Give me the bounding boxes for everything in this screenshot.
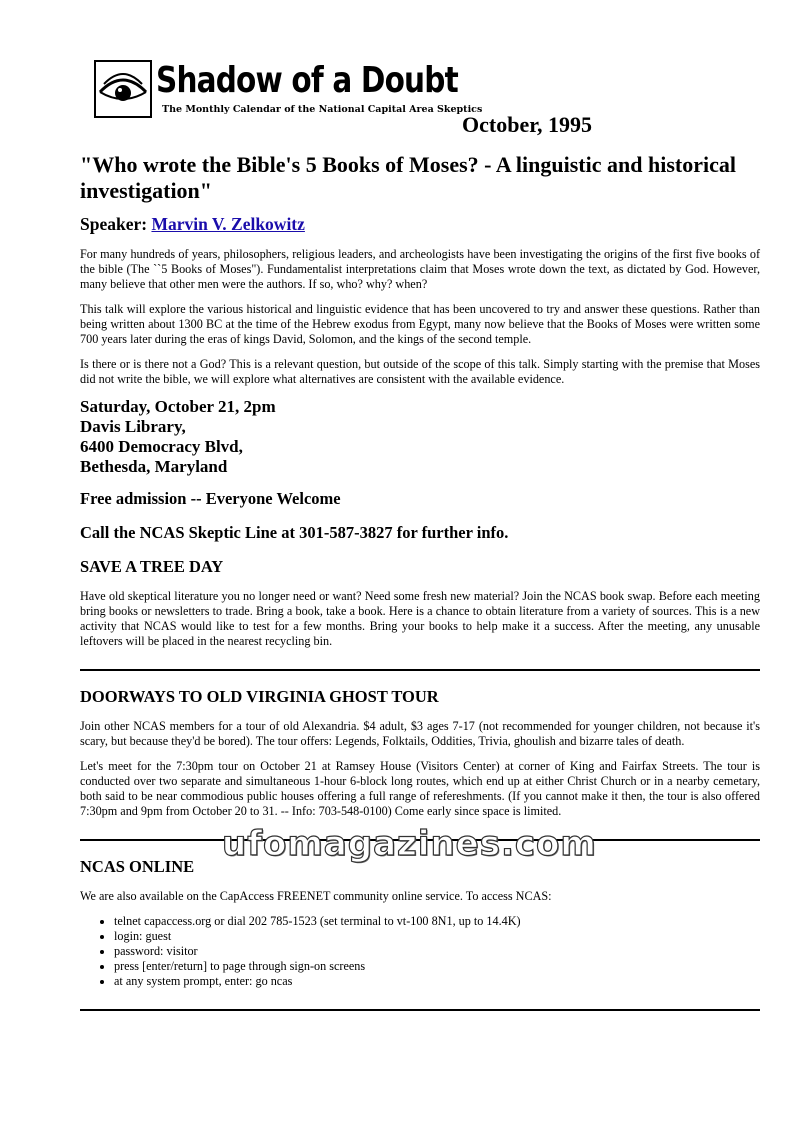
ghost-tour-heading: DOORWAYS TO OLD VIRGINIA GHOST TOUR (80, 687, 439, 706)
logo-title: Shadow of a Doubt (156, 60, 458, 101)
talk-paragraph-1: For many hundreds of years, philosophers, religious leaders, and archeologists have been investigating the origins of the first five books of the bible (The ``5 Books of Moses"). Fundamentalist interpretations claim that Moses wrote down the text, as dictated by God. However, many believe that other men were the authors. If so, who? why? when? (80, 247, 760, 291)
speaker-line (80, 214, 760, 235)
masthead (80, 60, 760, 137)
talk-title: "Who wrote the Bible's 5 Books of Moses? - A linguistic and historical investigation" (80, 152, 736, 203)
talk-paragraph-3: Is there or is there not a God? This is a relevant question, but outside of the scope of this talk. Simply starting with the premise that Moses did not write the bible, we will explore what alternatives are consistent with the available evidence. (80, 357, 760, 386)
phone-line: Call the NCAS Skeptic Line at 301-587-3827 for further info. (80, 523, 509, 542)
list-item: • telnet capaccess.org or dial 202 785-1523 (set terminal to vt-100 8N1, up to 14.4K) (114, 914, 760, 929)
online-heading: NCAS ONLINE (80, 857, 195, 876)
section-divider (80, 669, 760, 671)
speaker-link[interactable]: Marvin V. Zelkowitz (151, 214, 305, 234)
newsletter-page (80, 60, 760, 1027)
speaker-label: Speaker: (80, 214, 148, 234)
list-item: • at any system prompt, enter: go ncas (114, 974, 760, 989)
event-venue: Davis Library, (80, 417, 186, 436)
eye-icon (94, 60, 152, 118)
tree-day-text: Have old skeptical literature you no longer need or want? Need some fresh new material? Join the NCAS book swap. Before each meeting bring books or newsletters to trade. Bring a book, take a book. Here is a chance to obtain literature from a variety of sources. This is a new activity that NCAS would like to test for a few months. Bring your books to help make it a success. After the meeting, any unusable leftovers will be placed in the nearest recycling bin. (80, 589, 760, 648)
event-when: Saturday, October 21, 2pm (80, 397, 276, 416)
talk-paragraph-2: This talk will explore the various historical and linguistic evidence that has been uncovered to try and answer these questions. Rather than being written about 1300 BC at the time of the Hebrew exodus from Egypt, many now believe that the Books of Moses were written some 700 years later during the eras of kings David, Solomon, and the kings of the second temple. (80, 302, 760, 346)
issue-date: October, 1995 (462, 112, 592, 137)
tree-day-heading: SAVE A TREE DAY (80, 557, 224, 576)
logo-tagline: The Monthly Calendar of the National Capital Area Skeptics (162, 104, 483, 115)
online-steps-list (80, 914, 760, 989)
online-intro: We are also available on the CapAccess FREENET community online service. To access NCAS: (80, 889, 552, 903)
logo (94, 60, 483, 120)
event-city: Bethesda, Maryland (80, 457, 228, 476)
list-item: • login: guest (114, 929, 760, 944)
list-item: • password: visitor (114, 944, 760, 959)
admission-line: Free admission -- Everyone Welcome (80, 489, 341, 508)
event-details (80, 397, 760, 477)
list-item: • press [enter/return] to page through sign-on screens (114, 959, 760, 974)
ghost-tour-paragraph-1: Join other NCAS members for a tour of old Alexandria. $4 adult, $3 ages 7-17 (not recommended for younger children, not because it's scary, but because they'd be bored). The tour offers: Legends, Folktails, Oddities, Trivia, ghoulish and bizarre tales of death. (80, 719, 760, 748)
watermark: ufomagazines.com (222, 824, 597, 864)
event-street: 6400 Democracy Blvd, (80, 437, 243, 456)
ghost-tour-paragraph-2: Let's meet for the 7:30pm tour on October 21 at Ramsey House (Visitors Center) at corner of King and Fairfax Streets. The tour is conducted over two separate and simultaneous 1-hour 6-block long routes, which end up at either Christ Church or in a nearby cemetary, both said to be near commodious public houses offering a full range of refereshments. (If you cannot make it then, the tour is also offered 7:30pm and 9pm from October 20 to 31. -- Info: 703-548-0100) Come early since space is limited. (80, 759, 760, 818)
section-divider (80, 1009, 760, 1011)
